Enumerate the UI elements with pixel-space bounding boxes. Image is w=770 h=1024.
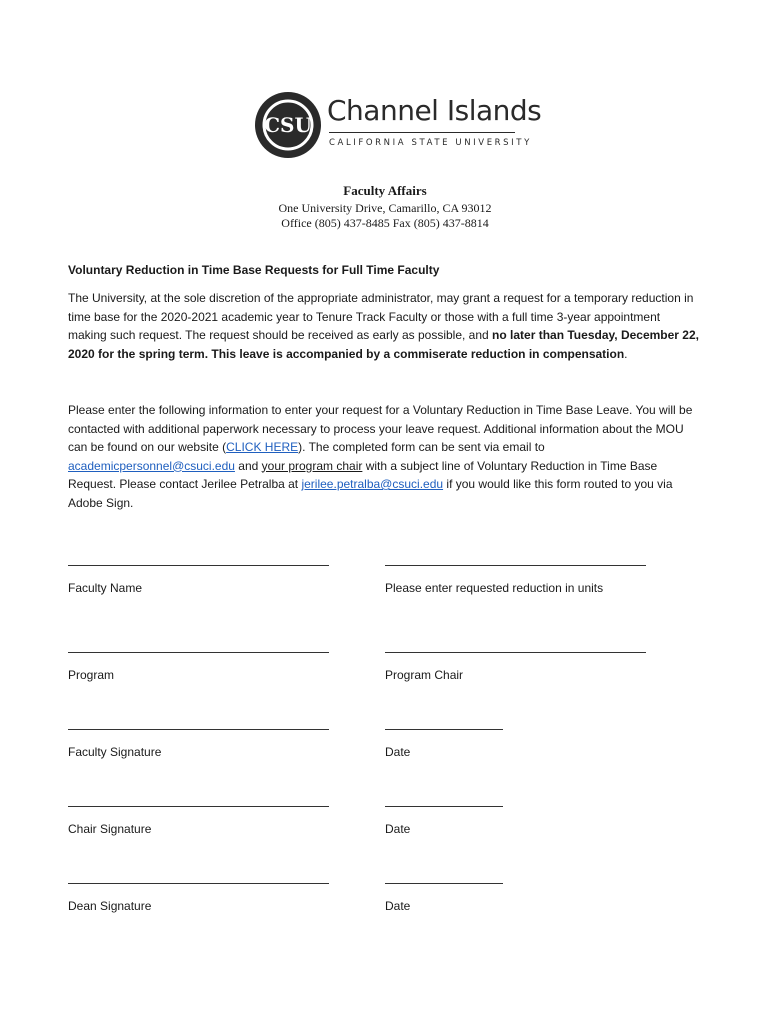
- faculty-date-label: Date: [385, 745, 411, 759]
- faculty-signature-field[interactable]: [68, 729, 329, 730]
- click-here-link[interactable]: CLICK HERE: [226, 440, 299, 454]
- faculty-date-field[interactable]: [385, 729, 503, 730]
- faculty-signature-label: Faculty Signature: [68, 745, 162, 759]
- university-logo: [255, 92, 542, 160]
- program-chair-field[interactable]: [385, 652, 646, 653]
- intro-end: .: [624, 346, 628, 361]
- dean-signature-field[interactable]: [68, 883, 329, 884]
- form-title: Voluntary Reduction in Time Base Requests for Full Time Faculty: [68, 263, 440, 277]
- logo-subtitle: CALIFORNIA STATE UNIVERSITY: [329, 138, 532, 148]
- instructions-paragraph: [68, 401, 700, 512]
- header-phone: Office (805) 437-8485 Fax (805) 437-8814: [281, 216, 489, 230]
- program-chair-label: Program Chair: [385, 668, 464, 682]
- instr-text-5: if you would like this form routed to you via Adobe Sign.: [68, 477, 673, 510]
- chair-signature-label: Chair Signature: [68, 822, 152, 836]
- dean-date-label: Date: [385, 899, 411, 913]
- logo-monogram: CSU: [264, 113, 312, 137]
- academic-personnel-email-link[interactable]: academicpersonnel@csuci.edu: [68, 458, 235, 473]
- faculty-name-label: Faculty Name: [68, 581, 143, 595]
- reduction-units-field[interactable]: [385, 565, 646, 566]
- logo-name: Channel Islands: [327, 94, 542, 127]
- logo-divider: [329, 132, 515, 133]
- program-field[interactable]: [68, 652, 329, 653]
- intro-text: The University, at the sole discretion of the appropriate administrator, may grant a request for a temporary reduction in time base for the 2020-2021 academic year to Tenure Track Faculty or those with a full time 3-year appointment making such request. The request should be received as early as possible, and: [68, 291, 694, 342]
- header-address: One University Drive, Camarillo, CA 93012: [278, 201, 492, 215]
- faculty-name-field[interactable]: [68, 565, 329, 566]
- chair-date-label: Date: [385, 822, 411, 836]
- reduction-units-label: Please enter requested reduction in units: [385, 581, 604, 595]
- instr-text-4: with a subject line of Voluntary Reduction in Time Base Request. Please contact Jerilee Petralba at: [68, 458, 658, 491]
- dean-signature-label: Dean Signature: [68, 899, 152, 913]
- chair-signature-field[interactable]: [68, 806, 329, 807]
- program-chair-link[interactable]: your program chair: [261, 458, 363, 473]
- instr-text-3: and: [234, 458, 262, 473]
- program-label: Program: [68, 668, 115, 682]
- dean-date-field[interactable]: [385, 883, 503, 884]
- deadline-text: no later than Tuesday, December 22, 2020 for the spring term. This leave is accompanied by a commiserate reduction in compensation: [68, 328, 699, 361]
- instr-text-2: ). The completed form can be sent via email to: [298, 440, 545, 454]
- chair-date-field[interactable]: [385, 806, 503, 807]
- intro-paragraph: [68, 289, 700, 363]
- jerilee-email-link[interactable]: jerilee.petralba@csuci.edu: [301, 477, 444, 491]
- instr-text-1: Please enter the following information to enter your request for a Voluntary Reduction in Time Base Leave. You will be contacted with additional paperwork necessary to process your leave request. Additional information about the MOU can be found on our website (: [68, 403, 693, 454]
- csu-seal-icon: [255, 92, 321, 158]
- header-title: Faculty Affairs: [343, 183, 427, 198]
